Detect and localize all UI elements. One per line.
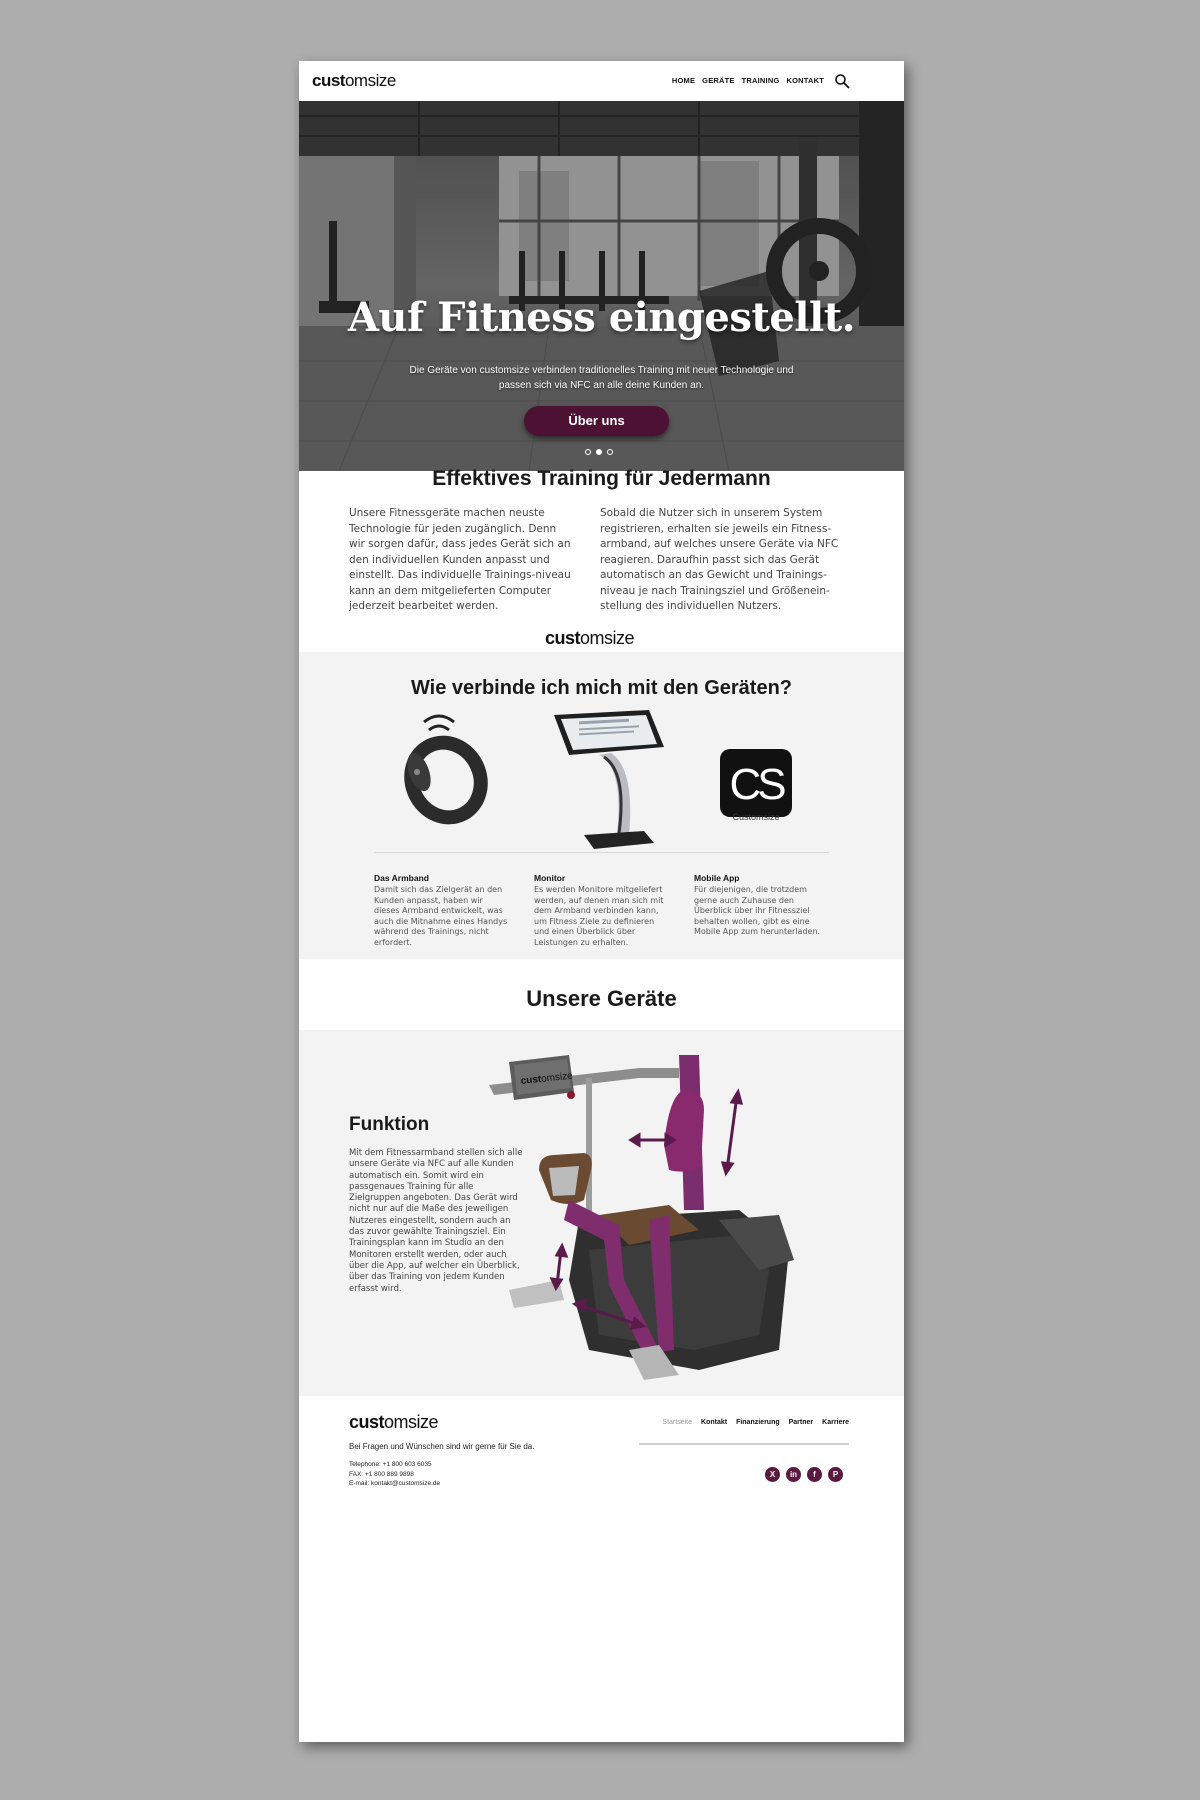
footer-tagline: Bei Fragen und Wünschen sind wir gerne für Sie da.: [349, 1442, 535, 1451]
search-icon[interactable]: [834, 73, 850, 89]
footer-link-kontakt[interactable]: Kontakt: [701, 1419, 728, 1426]
footer-fax: FAX: +1 800 889 9898: [349, 1470, 414, 1478]
app-label: Customsize: [732, 812, 780, 822]
pinterest-icon[interactable]: P: [828, 1467, 843, 1482]
feature-text: Es werden Monitore mitgeliefert werden, auf denen man sich mit dem Armband verbinden kann, um Fitness Ziele zu definieren und einen Überblick über Leistungen zu erhalten.: [534, 885, 664, 947]
nav-links: [672, 76, 824, 85]
footer-link-partner[interactable]: Partner: [788, 1419, 814, 1426]
logo[interactable]: customsize: [312, 71, 396, 90]
feature-title: Monitor: [534, 873, 566, 883]
feature-title: Mobile App: [694, 873, 740, 883]
function-text: Mit dem Fitnessarmband stellen sich alle unsere Geräte via NFC auf alle Kunden automatisch ein. Somit wird ein passgenaues Training für alle Zielgruppen angeboten. Das Gerät wird nicht nur auf die Maße des jeweiligen Nutzeres eingestellt, sondern auch an das zuvor gewählte Trainingsziel. Ein Trainingsplan kann im Studio an den Monitoren erstellt werden, oder auch über die App, auf welcher ein Überblick, über das Training von jedem Kunden erfasst wird.: [349, 1148, 523, 1294]
footer-phone: Telephone: +1 800 603 6035: [349, 1461, 432, 1468]
feature-text: Für diejenigen, die trotzdem gerne auch Zuhause den Überblick über ihr Fitnessziel behalten wollen, gibt es eine Mobile App zum herunterladen.: [694, 885, 821, 936]
nav-training[interactable]: TRAINING: [741, 76, 780, 85]
devices-title: Unsere Geräte: [526, 986, 677, 1011]
section-divider: [374, 852, 829, 853]
svg-text:CS: CS: [729, 760, 783, 809]
feature-mobile-app: [694, 873, 829, 938]
monitor-image: [549, 707, 669, 852]
mid-logo: customsize: [545, 628, 635, 648]
slider-dots: [585, 449, 613, 455]
top-nav: [299, 61, 904, 101]
facebook-icon[interactable]: f: [807, 1467, 822, 1482]
feature-title: Das Armband: [374, 873, 429, 883]
footer-logo[interactable]: customsize: [349, 1412, 439, 1432]
fitness-machine-image: [479, 1050, 879, 1390]
footer-email[interactable]: E-mail: kontakt@customsize.de: [349, 1480, 441, 1487]
footer-link-startseite[interactable]: Startseite: [662, 1419, 692, 1426]
nav-geraete[interactable]: GERÄTE: [702, 76, 735, 85]
social-links: [765, 1467, 843, 1482]
slider-dot-1[interactable]: [585, 449, 591, 455]
intro-title: Effektives Training für Jedermann: [432, 467, 771, 490]
nav-home[interactable]: HOME: [671, 76, 696, 85]
svg-text:customsize: customsize: [520, 1070, 574, 1087]
hero-banner: [299, 101, 904, 471]
feature-monitor: [534, 873, 669, 948]
slider-dot-3[interactable]: [607, 449, 613, 455]
footer-link-karriere[interactable]: Karriere: [822, 1419, 849, 1426]
connect-section: [299, 652, 904, 959]
intro-right-text: Sobald die Nutzer sich in unserem System registrieren, erhalten sie jeweils ein Fitness-armband, auf welches unsere Geräte via NFC reagieren. Daraufhin passt sich das Gerät automatisch an das Gewicht und Trainings-niveau je nach Trainingsziel und Größenein-stellung des individuellen Nutzers.: [600, 507, 839, 612]
intro-left-text: Unsere Fitnessgeräte machen neuste Technologie für jeden zugänglich. Denn wir sorgen dafür, dass jedes Gerät sich an den individuellen Kunden anpasst und einstellt. Das individuelle Trainings-niveau kann an dem mitgelieferten Computer jederzeit bearbeitet werden.: [349, 507, 571, 612]
hero-title: Auf Fitness eingestellt.: [347, 294, 856, 341]
slider-dot-2[interactable]: [596, 449, 602, 455]
hero-text: Die Geräte von customsize verbinden traditionelles Training mit neuer Technologie und passen sich via NFC an alle deine Kunden an.: [409, 365, 794, 391]
webpage: [299, 61, 904, 1742]
footer-divider: [639, 1443, 849, 1445]
cs-logo-icon: [720, 749, 792, 817]
footer: [299, 1396, 904, 1681]
linkedin-icon[interactable]: in: [786, 1467, 801, 1482]
devices-section: [299, 1030, 904, 1396]
function-title: Funktion: [349, 1114, 430, 1135]
nav-kontakt[interactable]: KONTAKT: [786, 76, 824, 85]
feature-text: Damit sich das Zielgerät an den Kunden anpasst, haben wir dieses Armband entwickelt, was auch die Mitnahme eines Handys während des Trainings, nicht erfordert.: [374, 885, 508, 947]
xing-icon[interactable]: X: [765, 1467, 780, 1482]
feature-wristband: [374, 873, 509, 948]
about-us-button[interactable]: Über uns: [524, 406, 669, 436]
footer-contact: [349, 1460, 440, 1489]
wristband-image: [394, 712, 499, 827]
connect-title: Wie verbinde ich mich mit den Geräten?: [410, 677, 792, 699]
footer-links: [662, 1419, 849, 1426]
footer-link-finanzierung[interactable]: Finanzierung: [736, 1419, 780, 1426]
